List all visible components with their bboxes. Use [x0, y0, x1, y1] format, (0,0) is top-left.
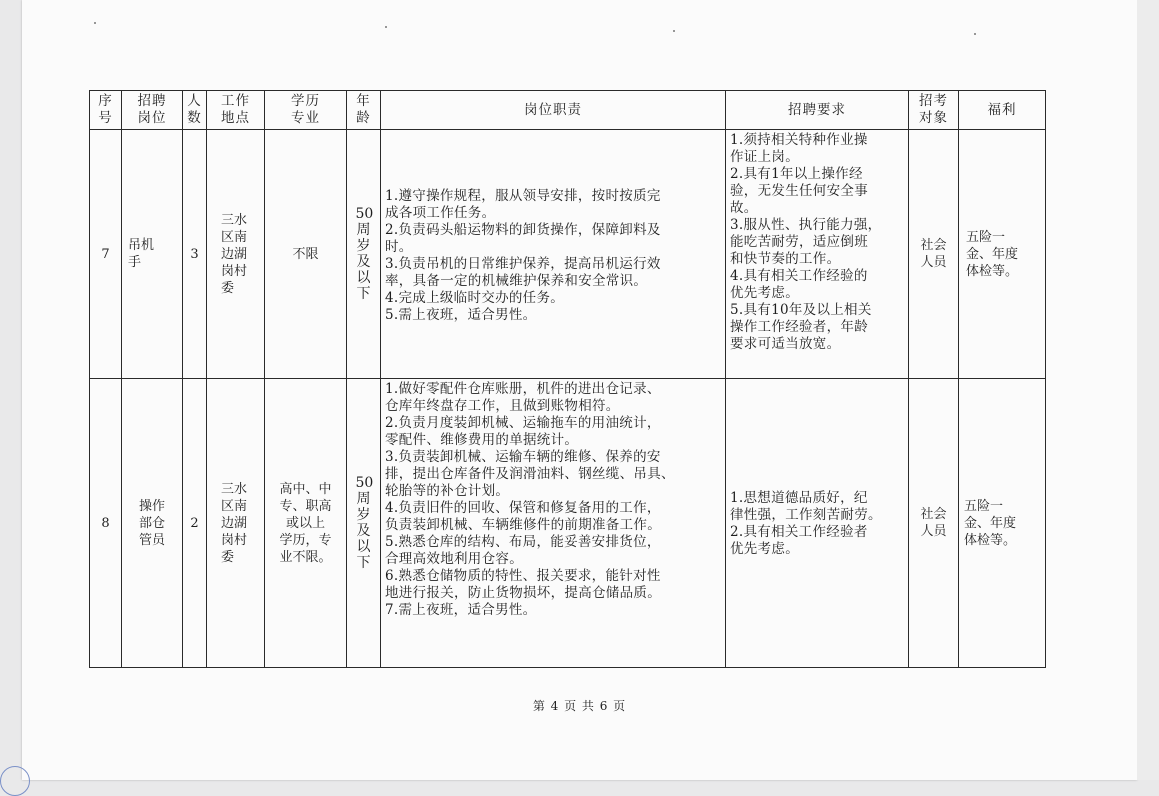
header-benefits: 福利 [959, 91, 1046, 130]
cell-requirements: 1.思想道德品质好，纪 律性强，工作刻苦耐劳。 2.具有相关工作经验者 优先考虑。 [726, 379, 909, 668]
header-location: 工作 地点 [207, 91, 265, 130]
page-edge [1137, 0, 1159, 780]
cell-requirements: 1.须持相关特种作业操 作证上岗。 2.具有1年以上操作经 验，无发生任何安全事 故。 3.服从性、执行能力强， 能吃苦耐劳，适应倒班 和快节奏的工作。 4.具有相关工作经验的 优先考虑。 5.具有10年及以上相关 操作工作经验者，年龄 要求可适当放宽。 [726, 130, 909, 379]
table-row [90, 379, 1046, 668]
cell-benefits: 五险一 金、年度 体检等。 [959, 379, 1046, 668]
cell-location: 三水 区南 边湖 岗村 委 [207, 379, 265, 668]
cell-count: 3 [183, 130, 207, 379]
table-header-row [90, 91, 1046, 130]
cell-age: 50 周 岁 及 以 下 [347, 130, 381, 379]
header-position: 招聘 岗位 [122, 91, 183, 130]
cell-seq: 8 [90, 379, 122, 668]
cell-count: 2 [183, 379, 207, 668]
cell-seq: 7 [90, 130, 122, 379]
cell-duties: 1.做好零配件仓库账册，机件的进出仓记录、 仓库年终盘存工作，且做到账物相符。 2.负责月度装卸机械、运输拖车的用油统计， 零配件、维修费用的单据统计。 3.负责装卸机械、运输车辆的维修、保养的安 排，提出仓库备件及润滑油料、钢丝缆、吊具、 轮胎等的补仓计划。 4.负责旧件的回收、保管和修复备用的工作， 负责装卸机械、车辆维修件的前期准备工作。 5.熟悉仓库的结构、布局，能妥善安排货位， 合理高效地利用仓容。 6.熟悉仓储物质的特性、报关要求，能针对性 地进行报关，防止货物损坏，提高仓储品质。 7.需上夜班，适合男性。 [381, 379, 726, 668]
table-row [90, 130, 1046, 379]
cell-target: 社会 人员 [909, 379, 959, 668]
recruitment-table-wrap [89, 90, 1045, 662]
cell-target: 社会 人员 [909, 130, 959, 379]
page-number: 第 4 页 共 6 页 [532, 699, 627, 713]
cell-duties: 1.遵守操作规程，服从领导安排，按时按质完 成各项工作任务。 2.负责码头船运物料的卸货操作，保障卸料及 时。 3.负责吊机的日常维护保养，提高吊机运行效 率，具备一定的机械维护保养和安全常识。 4.完成上级临时交办的任务。 5.需上夜班，适合男性。 [381, 130, 726, 379]
header-education: 学历 专业 [265, 91, 347, 130]
cell-education: 不限 [265, 130, 347, 379]
cell-location: 三水 区南 边湖 岗村 委 [207, 130, 265, 379]
cell-benefits: 五险一 金、年度 体检等。 [959, 130, 1046, 379]
cell-position: 操作 部仓 管员 [122, 379, 183, 668]
header-target: 招考 对象 [909, 91, 959, 130]
header-seq: 序 号 [90, 91, 122, 130]
header-requirements: 招聘要求 [726, 91, 909, 130]
cell-education: 高中、中 专、职高 或以上 学历，专 业不限。 [265, 379, 347, 668]
corner-circle-icon [0, 766, 30, 796]
cell-age: 50 周 岁 及 以 下 [347, 379, 381, 668]
cell-position: 吊机 手 [122, 130, 183, 379]
recruitment-table [89, 90, 1046, 668]
header-count: 人 数 [183, 91, 207, 130]
header-duties: 岗位职责 [381, 91, 726, 130]
header-age: 年 龄 [347, 91, 381, 130]
